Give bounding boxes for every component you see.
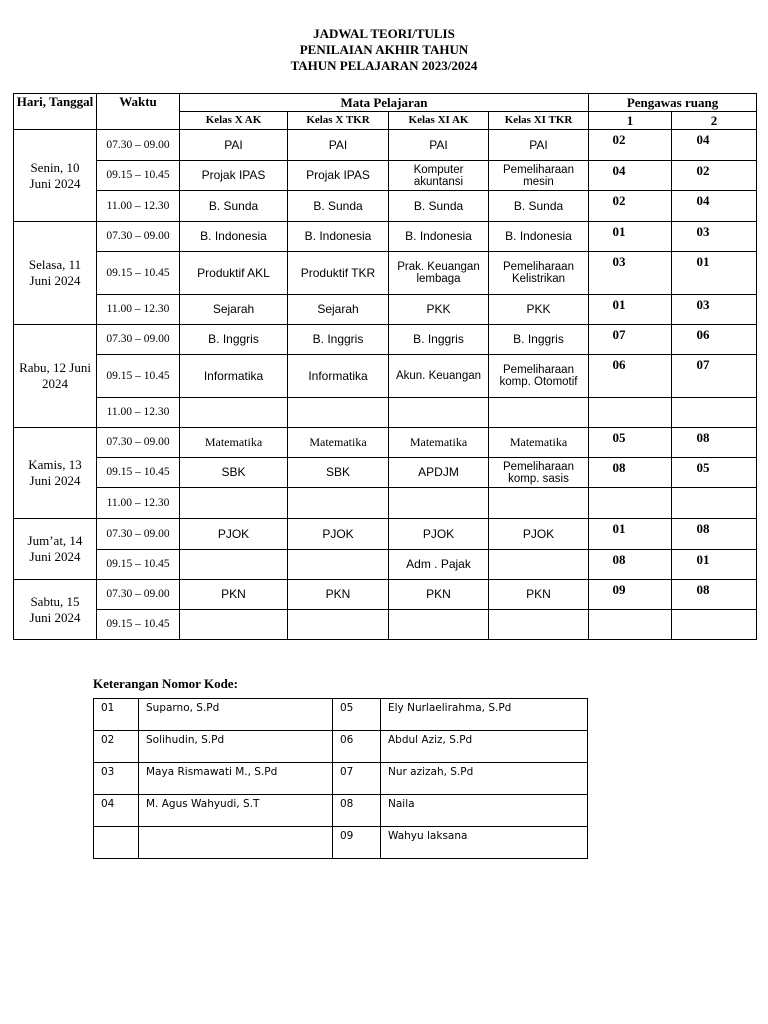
day-cell: Sabtu, 15 Juni 2024: [14, 580, 97, 640]
title-line-1: JADWAL TEORI/TULIS: [313, 26, 455, 41]
subject-cell: [389, 610, 489, 640]
subject-cell: PAI: [180, 130, 288, 161]
subject-cell: Projak IPAS: [288, 161, 389, 191]
legend-code: 06: [333, 731, 381, 763]
subject-cell: [489, 610, 589, 640]
subject-cell: [288, 610, 389, 640]
legend-name: Wahyu laksana: [381, 827, 588, 859]
legend-table: [93, 698, 588, 859]
subject-cell: Produktif AKL: [180, 252, 288, 295]
subject-cell: B. Inggris: [180, 325, 288, 355]
table-row: [14, 428, 757, 458]
legend-name: Maya Rismawati M., S.Pd: [139, 763, 333, 795]
table-row: [14, 610, 757, 640]
legend-code: 03: [94, 763, 139, 795]
supervisor-code-2: [672, 610, 757, 640]
time-cell: 07.30 – 09.00: [97, 580, 180, 610]
subject-cell: Pemeliharaan mesin: [489, 161, 589, 191]
subject-cell: B. Inggris: [489, 325, 589, 355]
subject-cell: APDJM: [389, 458, 489, 488]
header-ruang-2: 2: [672, 112, 757, 130]
supervisor-code-2: 05: [672, 458, 757, 488]
supervisor-code-2: 07: [672, 355, 757, 398]
supervisor-code-2: 04: [672, 191, 757, 222]
subject-cell: Pemeliharaan komp. sasis: [489, 458, 589, 488]
time-cell: 09.15 – 10.45: [97, 550, 180, 580]
subject-cell: PJOK: [489, 519, 589, 550]
subject-cell: PKK: [489, 295, 589, 325]
legend-name: Suparno, S.Pd: [139, 699, 333, 731]
subject-cell: B. Sunda: [489, 191, 589, 222]
supervisor-code-1: 05: [589, 428, 672, 458]
time-cell: 11.00 – 12.30: [97, 191, 180, 222]
subject-cell: [489, 550, 589, 580]
table-row: [14, 191, 757, 222]
subject-cell: [288, 398, 389, 428]
subject-cell: Matematika: [180, 428, 288, 458]
time-cell: 07.30 – 09.00: [97, 325, 180, 355]
subject-cell: Matematika: [389, 428, 489, 458]
legend-name: M. Agus Wahyudi, S.T: [139, 795, 333, 827]
subject-cell: Matematika: [288, 428, 389, 458]
subject-cell: Komputer akuntansi: [389, 161, 489, 191]
legend-code: 01: [94, 699, 139, 731]
table-row: [14, 161, 757, 191]
supervisor-code-1: 09: [589, 580, 672, 610]
legend-name: [139, 827, 333, 859]
subject-cell: [288, 488, 389, 519]
subject-cell: PAI: [489, 130, 589, 161]
subject-cell: PKN: [389, 580, 489, 610]
time-cell: 09.15 – 10.45: [97, 610, 180, 640]
time-cell: 11.00 – 12.30: [97, 295, 180, 325]
subject-cell: PKN: [489, 580, 589, 610]
table-row: [14, 295, 757, 325]
time-cell: 07.30 – 09.00: [97, 130, 180, 161]
legend-code: [94, 827, 139, 859]
schedule-table: [13, 93, 757, 640]
subject-cell: [180, 610, 288, 640]
time-cell: 07.30 – 09.00: [97, 222, 180, 252]
supervisor-code-2: 03: [672, 222, 757, 252]
supervisor-code-1: 08: [589, 550, 672, 580]
supervisor-code-1: [589, 488, 672, 519]
supervisor-code-2: 08: [672, 428, 757, 458]
subject-cell: B. Inggris: [288, 325, 389, 355]
subject-cell: PJOK: [389, 519, 489, 550]
supervisor-code-2: 06: [672, 325, 757, 355]
supervisor-code-2: 01: [672, 550, 757, 580]
subject-cell: SBK: [288, 458, 389, 488]
table-row: [14, 252, 757, 295]
supervisor-code-2: 01: [672, 252, 757, 295]
subject-cell: PJOK: [180, 519, 288, 550]
supervisor-code-1: 04: [589, 161, 672, 191]
subject-cell: Sejarah: [288, 295, 389, 325]
table-row: [14, 519, 757, 550]
supervisor-code-2: 02: [672, 161, 757, 191]
time-cell: 07.30 – 09.00: [97, 519, 180, 550]
subject-cell: B. Sunda: [180, 191, 288, 222]
subject-cell: PKN: [288, 580, 389, 610]
legend-name: Naila: [381, 795, 588, 827]
supervisor-code-1: 01: [589, 222, 672, 252]
subject-cell: SBK: [180, 458, 288, 488]
table-row: [14, 458, 757, 488]
subject-cell: Akun. Keuangan: [389, 355, 489, 398]
table-row: [14, 488, 757, 519]
subject-cell: B. Indonesia: [180, 222, 288, 252]
subject-cell: [389, 398, 489, 428]
subject-cell: Informatika: [180, 355, 288, 398]
table-row: [14, 398, 757, 428]
supervisor-code-1: 06: [589, 355, 672, 398]
subject-cell: PJOK: [288, 519, 389, 550]
subject-cell: B. Indonesia: [389, 222, 489, 252]
subject-cell: Projak IPAS: [180, 161, 288, 191]
subject-cell: PKK: [389, 295, 489, 325]
subject-cell: Sejarah: [180, 295, 288, 325]
subject-cell: [489, 488, 589, 519]
subject-cell: B. Sunda: [288, 191, 389, 222]
supervisor-code-2: [672, 398, 757, 428]
legend-row: [94, 763, 588, 795]
header-row-top: [14, 94, 757, 112]
supervisor-code-2: 08: [672, 580, 757, 610]
day-cell: Rabu, 12 Juni 2024: [14, 325, 97, 428]
subject-cell: B. Indonesia: [489, 222, 589, 252]
subject-cell: Produktif TKR: [288, 252, 389, 295]
subject-cell: Informatika: [288, 355, 389, 398]
subject-cell: [389, 488, 489, 519]
supervisor-code-1: 07: [589, 325, 672, 355]
time-cell: 07.30 – 09.00: [97, 428, 180, 458]
subject-cell: [489, 398, 589, 428]
table-row: [14, 325, 757, 355]
header-pengawas-ruang: Pengawas ruang: [589, 94, 757, 112]
subject-cell: Adm . Pajak: [389, 550, 489, 580]
day-cell: Kamis, 13 Juni 2024: [14, 428, 97, 519]
supervisor-code-1: 03: [589, 252, 672, 295]
subject-cell: [288, 550, 389, 580]
legend-title: Keterangan Nomor Kode:: [93, 676, 238, 691]
day-cell: Selasa, 11 Juni 2024: [14, 222, 97, 325]
subject-cell: B. Indonesia: [288, 222, 389, 252]
legend-code: 02: [94, 731, 139, 763]
title-line-2: PENILAIAN AKHIR TAHUN: [299, 42, 469, 57]
legend-code: 04: [94, 795, 139, 827]
time-cell: 09.15 – 10.45: [97, 458, 180, 488]
header-kelas: Kelas X TKR: [288, 112, 389, 130]
header-ruang-1: 1: [589, 112, 672, 130]
subject-cell: Prak. Keuangan lembaga: [389, 252, 489, 295]
subject-cell: PAI: [288, 130, 389, 161]
subject-cell: [180, 488, 288, 519]
legend-code: 09: [333, 827, 381, 859]
legend-code: 05: [333, 699, 381, 731]
supervisor-code-2: 04: [672, 130, 757, 161]
legend-row: [94, 731, 588, 763]
supervisor-code-1: 02: [589, 191, 672, 222]
day-cell: Jum’at, 14 Juni 2024: [14, 519, 97, 580]
table-row: [14, 355, 757, 398]
subject-cell: B. Sunda: [389, 191, 489, 222]
subject-cell: PKN: [180, 580, 288, 610]
supervisor-code-1: 02: [589, 130, 672, 161]
supervisor-code-1: [589, 610, 672, 640]
legend-code: 08: [333, 795, 381, 827]
subject-cell: Pemeliharaan komp. Otomotif: [489, 355, 589, 398]
legend-row: [94, 699, 588, 731]
time-cell: 09.15 – 10.45: [97, 355, 180, 398]
legend-name: Nur azizah, S.Pd: [381, 763, 588, 795]
subject-cell: Pemeliharaan Kelistrikan: [489, 252, 589, 295]
supervisor-code-1: 01: [589, 519, 672, 550]
day-cell: Senin, 10 Juni 2024: [14, 130, 97, 222]
supervisor-code-1: 08: [589, 458, 672, 488]
header-kelas: Kelas XI AK: [389, 112, 489, 130]
table-row: [14, 130, 757, 161]
legend-name: Abdul Aziz, S.Pd: [381, 731, 588, 763]
table-row: [14, 550, 757, 580]
time-cell: 11.00 – 12.30: [97, 398, 180, 428]
header-hari-tanggal: Hari, Tanggal: [14, 94, 97, 130]
subject-cell: PAI: [389, 130, 489, 161]
legend-name: Solihudin, S.Pd: [139, 731, 333, 763]
supervisor-code-2: [672, 488, 757, 519]
header-kelas: Kelas XI TKR: [489, 112, 589, 130]
supervisor-code-1: 01: [589, 295, 672, 325]
header-mata-pelajaran: Mata Pelajaran: [180, 94, 589, 112]
legend-row: [94, 827, 588, 859]
document-title: [0, 26, 768, 74]
time-cell: 09.15 – 10.45: [97, 161, 180, 191]
legend-name: Ely Nurlaelirahma, S.Pd: [381, 699, 588, 731]
supervisor-code-1: [589, 398, 672, 428]
header-kelas: Kelas X AK: [180, 112, 288, 130]
title-line-3: TAHUN PELAJARAN 2023/2024: [290, 58, 478, 73]
subject-cell: Matematika: [489, 428, 589, 458]
legend-code: 07: [333, 763, 381, 795]
supervisor-code-2: 03: [672, 295, 757, 325]
table-row: [14, 580, 757, 610]
subject-cell: B. Inggris: [389, 325, 489, 355]
time-cell: 09.15 – 10.45: [97, 252, 180, 295]
subject-cell: [180, 550, 288, 580]
table-row: [14, 222, 757, 252]
legend-row: [94, 795, 588, 827]
header-waktu: Waktu: [97, 94, 180, 130]
supervisor-code-2: 08: [672, 519, 757, 550]
time-cell: 11.00 – 12.30: [97, 488, 180, 519]
subject-cell: [180, 398, 288, 428]
